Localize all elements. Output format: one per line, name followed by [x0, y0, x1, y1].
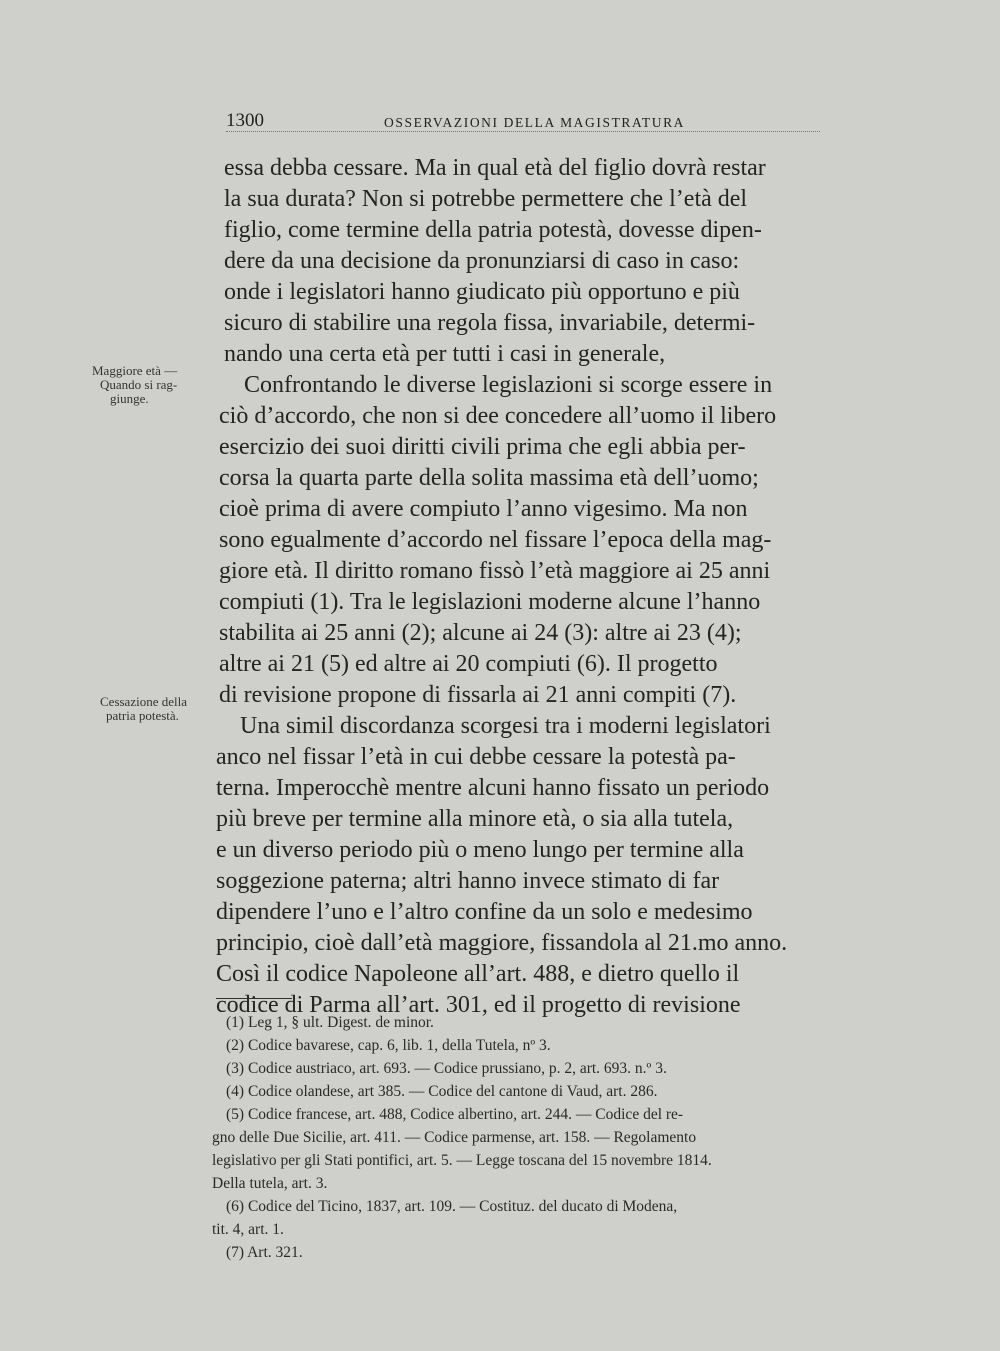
body-line: più breve per termine alla minore età, o sia alla tutela,: [216, 806, 734, 832]
margin-note-line: Cessazione della: [100, 694, 187, 709]
body-line: sicuro di stabilire una regola fissa, invariabile, determi-: [224, 310, 756, 336]
body-line: Confrontando le diverse legislazioni si scorge essere in: [244, 372, 773, 398]
body-line: anco nel fissar l’età in cui debbe cessare la potestà pa-: [216, 744, 736, 770]
margin-note-line: Maggiore età —: [92, 363, 178, 378]
body-line: principio, cioè dall’età maggiore, fissandola al 21.mo anno.: [216, 930, 788, 956]
body-line: stabilita ai 25 anni (2); alcune ai 24 (3): altre ai 23 (4);: [219, 620, 742, 646]
footnote-line: (4) Codice olandese, art 385. — Codice del cantone di Vaud, art. 286.: [226, 1083, 658, 1100]
body-line: nando una certa età per tutti i casi in generale,: [224, 341, 666, 367]
body-line: terna. Imperocchè mentre alcuni hanno fissato un periodo: [216, 775, 770, 801]
body-line: di revisione propone di fissarla ai 21 anni compiti (7).: [219, 682, 737, 708]
margin-note-line: giunge.: [110, 391, 149, 406]
footnote-line: tit. 4, art. 1.: [212, 1221, 284, 1238]
footnote-line: Della tutela, art. 3.: [212, 1175, 328, 1192]
footnote-line: (2) Codice bavarese, cap. 6, lib. 1, della Tutela, nº 3.: [226, 1037, 551, 1054]
body-line: dipendere l’uno e l’altro confine da un solo e medesimo: [216, 899, 753, 925]
body-line: dere da una decisione da pronunziarsi di caso in caso:: [224, 248, 740, 274]
body-line: e un diverso periodo più o meno lungo per termine alla: [216, 837, 744, 863]
body-line: codice di Parma all’art. 301, ed il progetto di revisione: [216, 992, 741, 1018]
footnote-line: (6) Codice del Ticino, 1837, art. 109. — Costituz. del ducato di Modena,: [226, 1198, 678, 1215]
body-line: la sua durata? Non si potrebbe permettere che l’età del: [224, 186, 748, 212]
body-line: giore età. Il diritto romano fissò l’età maggiore ai 25 anni: [219, 558, 771, 584]
running-head: OSSERVAZIONI DELLA MAGISTRATURA: [384, 115, 686, 130]
body-line: ciò d’accordo, che non si dee concedere all’uomo il libero: [219, 403, 777, 429]
page-number: 1300: [226, 110, 264, 131]
body-line: cioè prima di avere compiuto l’anno vigesimo. Ma non: [219, 496, 748, 522]
body-line: sono egualmente d’accordo nel fissare l’epoca della mag-: [219, 527, 772, 553]
footnote-line: (7) Art. 321.: [226, 1244, 303, 1261]
footnote-line: gno delle Due Sicilie, art. 411. — Codice parmense, art. 158. — Regolamento: [212, 1129, 697, 1146]
body-line: soggezione paterna; altri hanno invece stimato di far: [216, 868, 720, 894]
body-line: essa debba cessare. Ma in qual età del figlio dovrà restar: [224, 155, 766, 181]
header-rule: [226, 131, 820, 132]
footnote-line: (3) Codice austriaco, art. 693. — Codice prussiano, p. 2, art. 693. n.º 3.: [226, 1060, 667, 1077]
footnote-line: (1) Leg 1, § ult. Digest. de minor.: [226, 1014, 434, 1031]
body-line: altre ai 21 (5) ed altre ai 20 compiuti (6). Il progetto: [219, 651, 718, 677]
body-line: compiuti (1). Tra le legislazioni moderne alcune l’hanno: [219, 589, 761, 615]
footnote-line: legislativo per gli Stati pontifici, art. 5. — Legge toscana del 15 novembre 1814.: [212, 1152, 712, 1169]
body-line: onde i legislatori hanno giudicato più opportuno e più: [224, 279, 740, 305]
body-line: esercizio dei suoi diritti civili prima che egli abbia per-: [219, 434, 746, 460]
body-line: figlio, come termine della patria potestà, dovesse dipen-: [224, 217, 762, 243]
body-line: Una simil discordanza scorgesi tra i moderni legislatori: [240, 713, 771, 739]
footnote-line: (5) Codice francese, art. 488, Codice albertino, art. 244. — Codice del re-: [226, 1106, 684, 1123]
body-line: corsa la quarta parte della solita massima età dell’uomo;: [219, 465, 759, 491]
body-line: Così il codice Napoleone all’art. 488, e dietro quello il: [216, 961, 740, 987]
margin-note-line: Quando si rag-: [100, 377, 178, 392]
footnote-rule: [216, 998, 292, 999]
margin-note-line: patria potestà.: [106, 708, 179, 723]
